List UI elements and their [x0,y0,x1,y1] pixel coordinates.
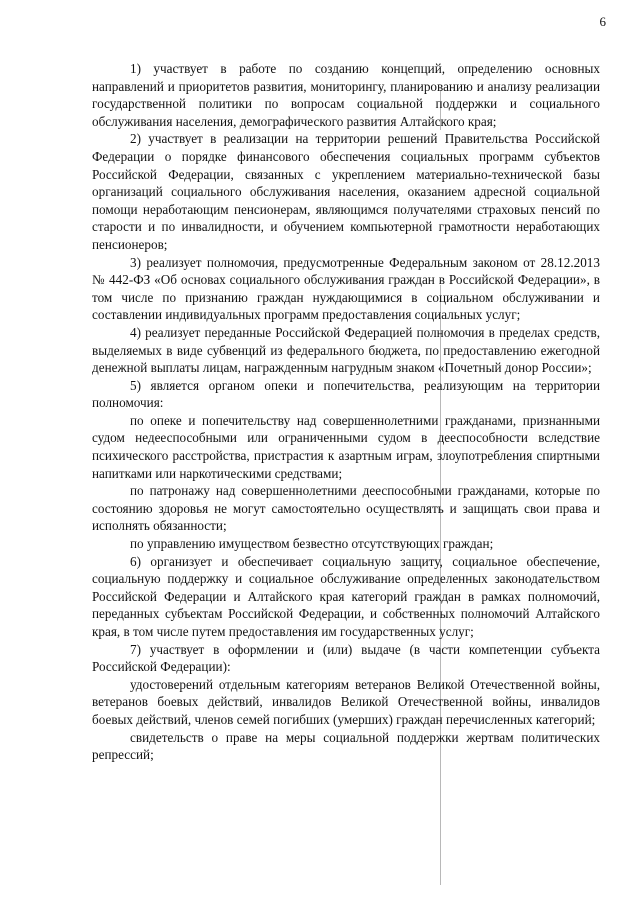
paragraph-5-item-1: по опеке и попечительству над совершеннолетними гражданами, признанными судом недееспособными или ограниченными судом в дееспособности вследствие психического расстройства, пристрастия к азартным играм, злоупотребления спиртными напитками или наркотическими средствами; [92,412,600,481]
paragraph-7-item-2: свидетельств о праве на меры социальной поддержки жертвам политических репрессий; [92,729,600,763]
paragraph-4: 4) реализует переданные Российской Федерацией полномочия в пределах средств, выделяемых в виде субвенций из федерального бюджета, по предоставлению ежегодной денежной выплаты лицам, награжденным нагрудным знаком «Почетный донор России»; [92,324,600,376]
page-number: 6 [599,14,606,29]
paragraph-6: 6) организует и обеспечивает социальную защиту, социальное обеспечение, социальную поддержку и социальное обслуживание определенных законодательством Российской Федерации и Алтайского края категорий граждан в рамках полномочий, переданных субъектам Российской Федерации, и собственных полномочий Алтайского края, в том числе путем предоставления им государственных услуг; [92,553,600,639]
paragraph-7: 7) участвует в оформлении и (или) выдаче (в части компетенции субъекта Российской Федерации): [92,641,600,675]
document-body [92,60,600,764]
paragraph-5: 5) является органом опеки и попечительства, реализующим на территории полномочия: [92,377,600,411]
paragraph-5-item-2: по патронажу над совершеннолетними дееспособными гражданами, которые по состоянию здоровья не могут самостоятельно осуществлять и защищать свои права и исполнять обязанности; [92,483,600,534]
paragraph-3: 3) реализует полномочия, предусмотренные Федеральным законом от 28.12.2013 № 442-ФЗ «Об основах социального обслуживания граждан в Российской Федерации», в том числе по признанию граждан нуждающимися в социальном обслуживании и составлении индивидуальных программ предоставления социальных услуг; [92,254,600,323]
paragraph-7-item-1: удостоверений отдельным категориям ветеранов Великой Отечественной войны, ветеранов боевых действий, инвалидов Великой Отечественной войны, инвалидов боевых действий, членов семей погибших (умерших) граждан перечисленных категорий; [92,676,600,727]
paragraph-1: 1) участвует в работе по созданию концепций, определению основных направлений и приоритетов развития, мониторингу, планированию и анализу реализации государственной политики по вопросам социальной поддержки и социального обслуживания населения, демографического развития Алтайского края; [92,61,600,129]
paragraph-2: 2) участвует в реализации на территории решений Правительства Российской Федерации о порядке финансового обеспечения социальных программ субъектов Российской Федерации, связанных с укреплением материально-технической базы организаций социального обслуживания населения, оказанием адресной социальной помощи неработающим пенсионерам, являющимся получателями страховых пенсий по старости и по инвалидности, и обучением компьютерной грамотности неработающих пенсионеров; [92,131,600,252]
paragraph-5-item-3: по управлению имуществом безвестно отсутствующих граждан; [130,536,494,552]
